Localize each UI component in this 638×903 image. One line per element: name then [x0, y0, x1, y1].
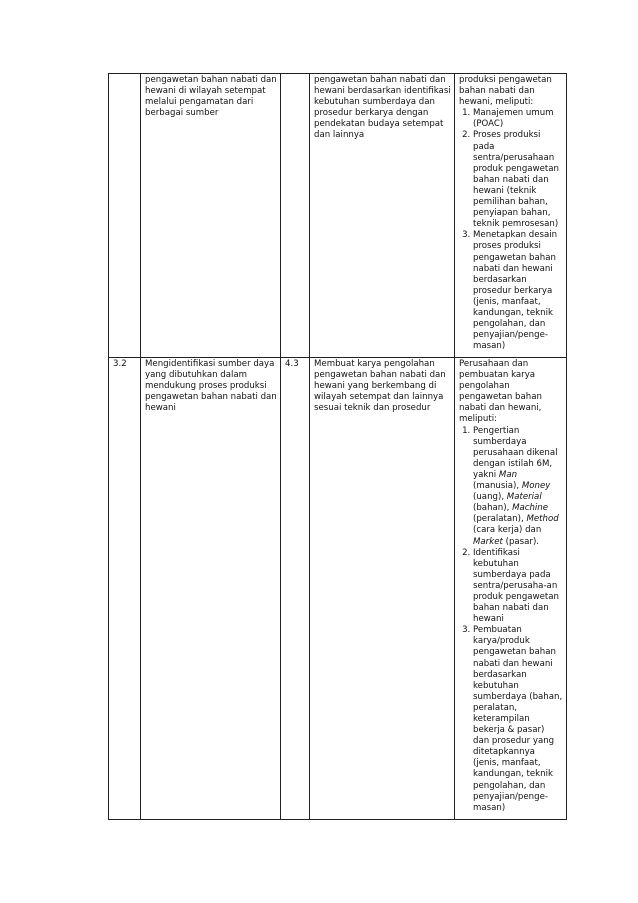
list-item: 3. Pembuatan karya/produk pengawetan bahan nabati dan hewani berdasarkan kebutuhan sumberdaya (bahan, peralatan, keterampilan bekerja & pasar) dan prosedur yang ditetapkannya (jenis, manfaat, kandungan, teknik pengolahan, dan penyajian/penge-masan) — [473, 625, 563, 814]
materi-cell — [455, 74, 567, 358]
term-machine: Machine — [512, 503, 549, 514]
materi-intro: produksi pengawetan bahan nabati dan hewani, meliputi: — [459, 75, 552, 108]
list-item: 1. Manajemen umum (POAC) — [473, 108, 563, 130]
item-text: (uang), — [473, 492, 505, 503]
item-text: (bahan), — [473, 503, 510, 514]
materi-list — [459, 426, 563, 814]
materi-cell — [455, 358, 567, 820]
term-man: Man — [498, 469, 518, 480]
term-market: Market — [473, 536, 503, 547]
item-text: Pengertian sumberdaya perusahaan dikenal dengan istilah 6M, yakni — [473, 425, 558, 480]
materi-intro: Perusahaan dan pembuatan karya pengolahan pengawetan bahan nabati dan hewani, meliputi: — [459, 359, 542, 425]
term-money: Money — [521, 481, 551, 492]
materi-list — [459, 108, 563, 352]
ks-description-cell: pengawetan bahan nabati dan hewani berdasarkan identifikasi kebutuhan sumberdaya dan prosedur berkarya dengan pendekatan budaya setempat dan lainnya — [310, 74, 455, 358]
list-item: 3. Menetapkan desain proses produksi pengawetan bahan nabati dan hewani berdasarkan prosedur berkarya (jenis, manfaat, kandungan, teknik pengolahan, dan penyajian/penge-masan) — [473, 230, 563, 352]
ks-description-cell: Membuat karya pengolahan pengawetan bahan nabati dan hewani yang berkembang di wilayah setempat dan lainnya sesuai teknik dan prosedur — [310, 358, 455, 820]
item-text: (peralatan), — [473, 514, 524, 525]
kd-number-cell: 3.2 — [109, 358, 141, 820]
list-item: 2. Identifikasi kebutuhan sumberdaya pada sentra/perusaha-an produk pengawetan bahan nabati dan hewani — [473, 548, 563, 626]
table-row — [109, 358, 567, 820]
item-text: (manusia), — [473, 481, 520, 492]
kd-description-cell: Mengidentifikasi sumber daya yang dibutuhkan dalam mendukung proses produksi pengawetan bahan nabati dan hewani — [141, 358, 281, 820]
kd-number-cell — [109, 74, 141, 358]
term-material: Material — [506, 492, 542, 503]
table-row — [109, 74, 567, 358]
item-text: (pasar). — [505, 536, 540, 547]
term-method: Method — [526, 514, 559, 525]
curriculum-table — [108, 73, 567, 820]
ks-number-cell: 4.3 — [281, 358, 310, 820]
kd-description-cell: pengawetan bahan nabati dan hewani di wilayah setempat melalui pengamatan dari berbagai sumber — [141, 74, 281, 358]
list-item: 2. Proses produksi pada sentra/perusahaan produk pengawetan bahan nabati dan hewani (teknik pemilihan bahan, penyiapan bahan, teknik pemrosesan) — [473, 130, 563, 230]
item-text: (cara kerja) dan — [473, 525, 542, 536]
list-item — [473, 426, 563, 548]
ks-number-cell — [281, 74, 310, 358]
